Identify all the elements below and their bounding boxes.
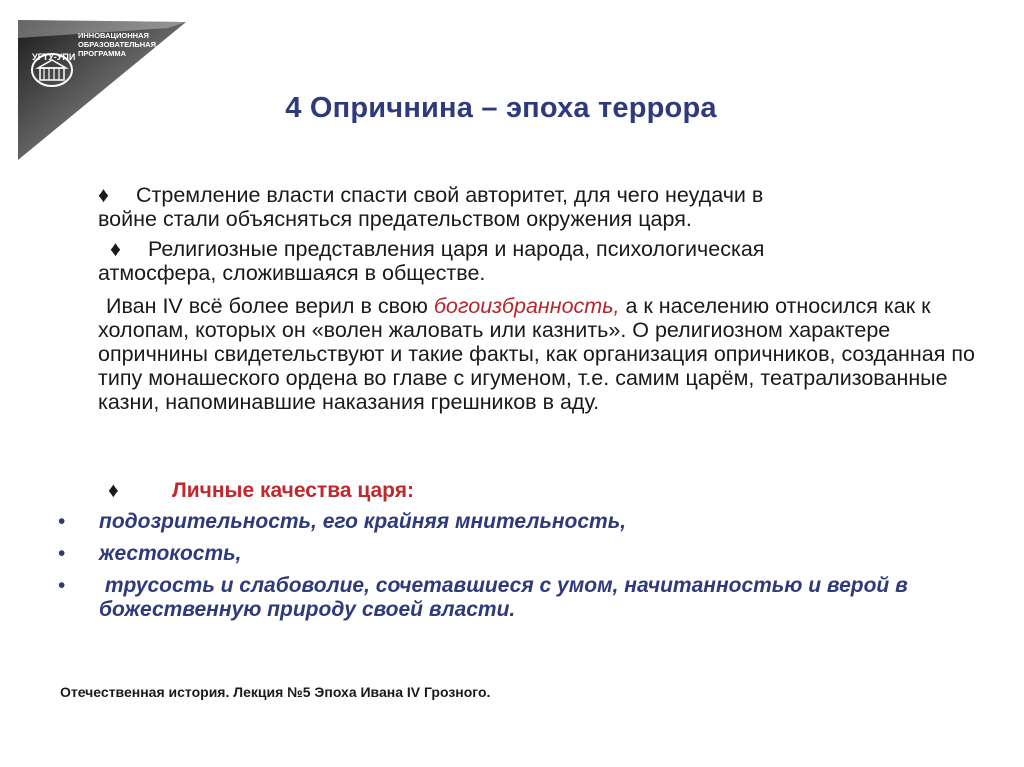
logo-emblem-text: УГТУ-УПИ <box>32 52 76 62</box>
university-logo <box>18 20 188 162</box>
bullet-text-line1: Стремление власти спасти свой авторитет, для чего неудачи в <box>136 183 764 207</box>
bullet-dot-icon: • <box>58 510 66 533</box>
paragraph-text-before: Иван IV всё более верил в свою <box>106 294 434 318</box>
quality-text: подозрительность, его крайняя мнительность, <box>99 510 627 533</box>
paragraph-highlight: богоизбранность, <box>433 294 620 318</box>
list-item <box>58 542 978 566</box>
quality-text: жестокость, <box>99 542 242 565</box>
bullet-dot-icon: • <box>58 574 66 597</box>
bullet-text-line2: войне стали объясняться предательством окружения царя. <box>98 207 692 231</box>
bullet-dot-icon: • <box>58 542 66 565</box>
list-item <box>58 574 978 622</box>
bullet-item <box>98 237 978 285</box>
quality-text: трусость и слабоволие, сочетавшиеся с умом, начитанностью и верой в божественную природу своей власти. <box>99 574 914 621</box>
main-paragraph <box>98 294 978 414</box>
paragraph-text-after: а к населению относился как к холопам, которых он «волен жаловать или казнить». О религиозном характере опричнины свидетельствуют и такие факты, как организация опричников, созданная по типу монашеского ордена во главе с игуменом, т.е. самим царём, театрализованные казни, напоминавшие наказания грешников в аду. <box>98 294 975 414</box>
bullet-text-line2: атмосфера, сложившаяся в обществе. <box>98 261 486 285</box>
list-item <box>58 510 978 534</box>
bullet-text-line1: Религиозные представления царя и народа, психологическая <box>148 237 765 261</box>
logo-line2: ОБРАЗОВАТЕЛЬНАЯ <box>78 40 156 49</box>
slide-title: 4 Опричнина – эпоха террора <box>285 92 717 124</box>
diamond-bullet-icon: ♦ <box>98 183 109 207</box>
logo-line1: ИННОВАЦИОННАЯ <box>78 31 149 40</box>
logo-line3: ПРОГРАММА <box>78 49 127 58</box>
diamond-bullet-icon: ♦ <box>110 237 121 261</box>
qualities-heading-text: Личные качества царя: <box>172 479 414 502</box>
diamond-bullet-icon: ♦ <box>108 479 119 502</box>
footer-caption: Отечественная история. Лекция №5 Эпоха Ивана IV Грозного. <box>60 684 491 700</box>
bullet-item <box>98 183 978 231</box>
qualities-heading <box>108 479 414 503</box>
qualities-list <box>58 510 978 630</box>
